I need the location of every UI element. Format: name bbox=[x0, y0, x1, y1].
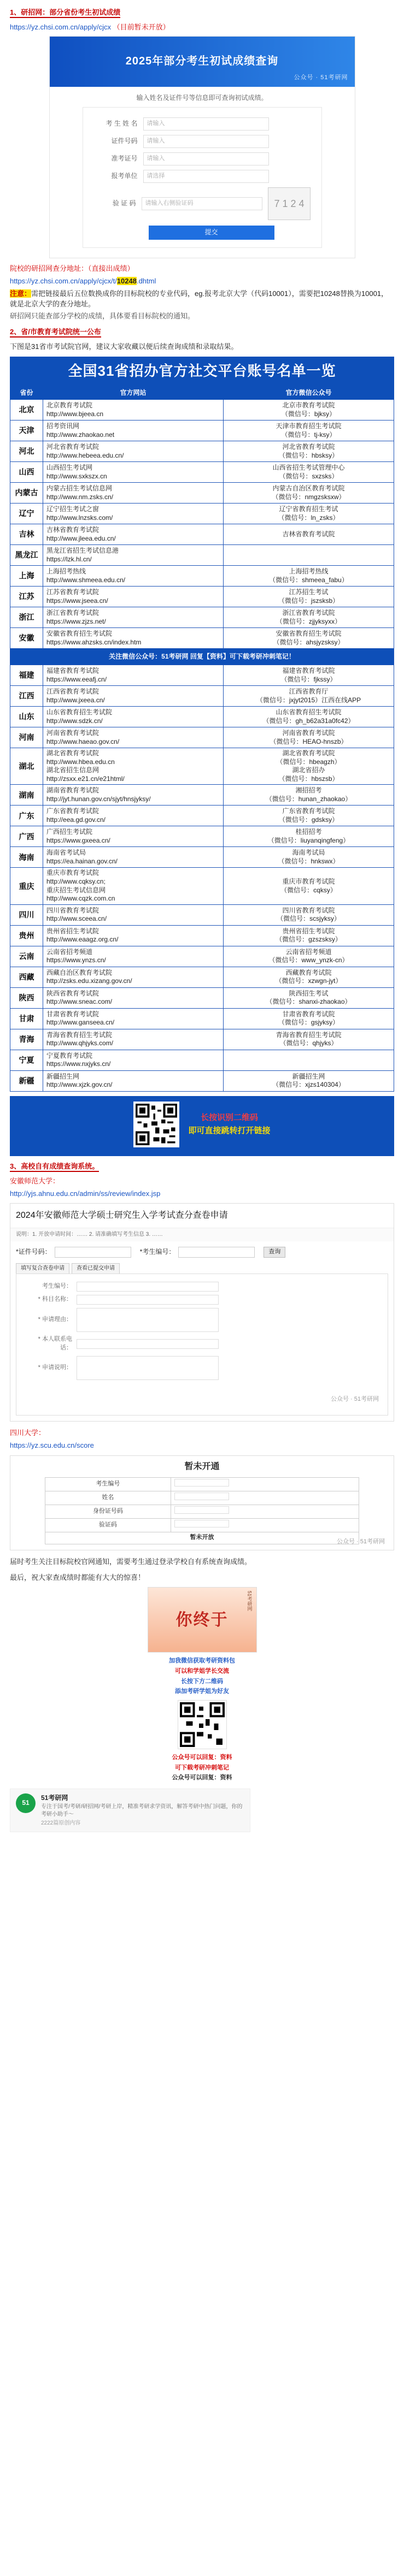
province-website[interactable]: 吉林省教育考试院 http://www.jleea.edu.cn/ bbox=[43, 524, 224, 545]
school-url-extra: 研招网只能查部分学校的成绩，具体要看目标院校的通知。 bbox=[10, 312, 195, 321]
note-tag: 注意： bbox=[10, 289, 32, 298]
province-account: 新疆招生网 （微信号：xjzs140304） bbox=[224, 1070, 394, 1091]
province-name: 安徽 bbox=[10, 628, 43, 649]
province-account: 四川省教育考试院 （微信号：scsjyksy） bbox=[224, 904, 394, 925]
scu-screenshot: 暂未开通 考生编号 姓名 身份证号码 验证码 暂未开放 公众号 · 51考研网 bbox=[10, 1455, 394, 1550]
ahnu-label: 安徽师范大学： bbox=[10, 1176, 60, 1185]
closing-line-1: 届时考生关注目标院校官网通知，需要考生通过登录学校自有系统查询成绩。 bbox=[10, 1557, 252, 1566]
province-account: 重庆市教育考试院 （微信号：cqksy） bbox=[224, 868, 394, 904]
province-account: 海南考试局 （微信号：hnkswx） bbox=[224, 847, 394, 868]
province-account: 内蒙古自治区教育考试院 （微信号：nmgzsksxw） bbox=[224, 483, 394, 504]
province-website[interactable]: 陕西省教育考试院 http://www.sneac.com/ bbox=[43, 987, 224, 1008]
submit-button[interactable]: 提交 bbox=[149, 226, 274, 240]
poster-line: 长按下方二维码 bbox=[181, 1678, 223, 1685]
name-input[interactable]: 请输入 bbox=[143, 117, 269, 131]
province-row bbox=[10, 748, 394, 785]
ahnu-exam-input[interactable] bbox=[178, 1247, 255, 1258]
province-name: 陕西 bbox=[10, 987, 43, 1008]
ahnu-query-button[interactable]: 查询 bbox=[264, 1247, 285, 1258]
province-website[interactable]: 河北省教育考试院 http://www.hebeea.edu.cn/ bbox=[43, 441, 224, 462]
school-code-highlight: 10248 bbox=[116, 276, 137, 285]
ahnu-exam-label: *考生编号： bbox=[139, 1247, 175, 1256]
qr-promo bbox=[10, 1096, 394, 1156]
province-row bbox=[10, 1050, 394, 1070]
province-account: 桂招招考 （微信号：liuyanqingfeng） bbox=[224, 826, 394, 847]
province-account: 吉林省教育考试院 bbox=[224, 524, 394, 545]
province-account: 西藏教育考试院 （微信号：xzwgn-jyt） bbox=[224, 967, 394, 987]
province-row bbox=[10, 904, 394, 925]
province-name: 河北 bbox=[10, 441, 43, 462]
closing-line-2: 最后，祝大家查成绩时都能有大大的惊喜！ bbox=[10, 1573, 145, 1582]
province-website[interactable]: 安徽省教育招生考试院 https://www.ahzsks.cn/index.htm bbox=[43, 628, 224, 649]
account-meta: 2222篇原创内容 bbox=[41, 1820, 81, 1826]
province-name: 甘肃 bbox=[10, 1008, 43, 1029]
province-account: 江苏招生考试 （微信号：jszsksb） bbox=[224, 587, 394, 607]
province-name: 上海 bbox=[10, 566, 43, 587]
province-name: 河南 bbox=[10, 727, 43, 748]
province-row bbox=[10, 826, 394, 847]
province-account: 山东省教育招生考试院 （微信号：gh_b62a31a0fc42） bbox=[224, 707, 394, 727]
province-website[interactable]: 广西招生考试院 https://www.gxeea.cn/ bbox=[43, 826, 224, 847]
province-row bbox=[10, 727, 394, 748]
province-name: 江西 bbox=[10, 686, 43, 707]
province-website[interactable]: 云南省招考频道 https://www.ynzs.cn/ bbox=[43, 946, 224, 967]
ahnu-note: 说明：1. 开放申请时间：…… 2. 请准确填写考生信息 3. …… bbox=[10, 1228, 394, 1241]
province-website[interactable]: 江西省教育考试院 http://www.jxeea.cn/ bbox=[43, 686, 224, 707]
scu-title: 暂未开通 bbox=[184, 1461, 220, 1471]
province-account: 贵州省招生考试院 （微信号：gzszsksy） bbox=[224, 925, 394, 946]
score-query-banner: 2025年部分考生初试成绩查询 公众号 · 51考研网 bbox=[50, 37, 355, 87]
province-website[interactable]: 海南省考试局 https://ea.hainan.gov.cn/ bbox=[43, 847, 224, 868]
province-account: 云南省招考频道 （微信号：www_ynzk-cn） bbox=[224, 946, 394, 967]
province-website[interactable]: 湖北省教育考试院 http://www.hbea.edu.cn 湖北省招生信息网 http://zsxx.e21.cn/e21html/ bbox=[43, 748, 224, 785]
province-row bbox=[10, 587, 394, 607]
captcha-input[interactable]: 请输入右侧验证码 bbox=[142, 197, 263, 210]
scu-submit-button[interactable]: 暂未开放 bbox=[190, 1534, 214, 1541]
province-name: 北京 bbox=[10, 400, 43, 421]
province-row bbox=[10, 806, 394, 826]
section-1-title: 1、研招网：部分省份考生初试成绩 bbox=[10, 8, 394, 18]
province-website[interactable]: 西藏自治区教育考试院 http://zsks.edu.xizang.gov.cn/ bbox=[43, 967, 224, 987]
promo-banner: 关注微信公众号：51考研网 回复【资料】可下载考研冲刺笔记！ bbox=[10, 649, 394, 665]
scu-exam-input[interactable] bbox=[174, 1479, 229, 1487]
province-website[interactable]: 山西招生考试网 http://www.sxkszx.cn bbox=[43, 462, 224, 483]
province-name: 吉林 bbox=[10, 524, 43, 545]
tab-apply[interactable]: 填写复合查卷申请 bbox=[16, 1263, 69, 1274]
province-account: 河北省教育考试院 （微信号：hbsksy） bbox=[224, 441, 394, 462]
province-account: 安徽省教育招生考试院 （微信号：ahsjyzsksy） bbox=[224, 628, 394, 649]
province-name: 宁夏 bbox=[10, 1050, 43, 1070]
province-name: 江苏 bbox=[10, 587, 43, 607]
province-website[interactable]: 四川省教育考试院 http://www.sceea.cn/ bbox=[43, 904, 224, 925]
province-name: 福建 bbox=[10, 665, 43, 686]
province-row bbox=[10, 462, 394, 483]
account-logo: 51 bbox=[16, 1793, 36, 1813]
poster-line: 加我微信获取考研资料包 bbox=[169, 1657, 235, 1665]
province-account: 陕西招生考试 （微信号：shanxi-zhaokao） bbox=[224, 987, 394, 1008]
ahnu-form-desc[interactable] bbox=[77, 1356, 219, 1380]
poster-qr-code-icon[interactable] bbox=[178, 1700, 227, 1749]
province-website[interactable]: 贵州省招生考试院 http://www.eaagz.org.cn/ bbox=[43, 925, 224, 946]
watermark: 公众号 · 51考研网 bbox=[336, 1538, 385, 1545]
province-account: 湖北省教育考试院 （微信号：hbeagzh） 湖北省招办 （微信号：hbszsb） bbox=[224, 748, 394, 785]
province-row bbox=[10, 665, 394, 686]
province-name: 湖北 bbox=[10, 748, 43, 785]
province-row bbox=[10, 686, 394, 707]
ahnu-form-subject[interactable] bbox=[77, 1295, 219, 1305]
province-account: 辽宁省教育招生考试 （微信号：ln_zsks） bbox=[224, 504, 394, 524]
school-url-note: 注意：需把链接最后五位数换成你的目标院校的专业代码，eg.报考北京大学（代码10001），需要把10248替换为10001，就是北京大学的查分地址。 bbox=[10, 289, 389, 308]
ahnu-form-phone[interactable] bbox=[77, 1339, 219, 1349]
ahnu-title: 2024年安徽师范大学硕士研究生入学考试查分查卷申请 bbox=[10, 1204, 394, 1228]
province-account: 浙江省教育考试院 （微信号：zjjyksyxx） bbox=[224, 607, 394, 628]
poster-line: 公众号可以回复：资料 bbox=[172, 1754, 232, 1761]
ahnu-id-label: *证件号码： bbox=[16, 1247, 51, 1256]
school-select[interactable]: 请选择 bbox=[143, 170, 269, 183]
province-website[interactable]: 黑龙江省招生考试信息港 https://lzk.hl.cn/ bbox=[43, 545, 224, 566]
ahnu-form-reason[interactable] bbox=[77, 1308, 219, 1332]
province-name: 浙江 bbox=[10, 607, 43, 628]
scu-label: 四川大学： bbox=[10, 1429, 46, 1437]
watermark: 公众号 · 51考研网 bbox=[330, 1396, 379, 1403]
province-website[interactable]: 福建省教育考试院 https://www.eeafj.cn/ bbox=[43, 665, 224, 686]
province-website[interactable]: 宁夏教育考试院 https://www.nxjyks.cn/ bbox=[43, 1050, 224, 1070]
province-account: 山西省招生考试管理中心 （微信号：sxzsks） bbox=[224, 462, 394, 483]
province-website[interactable]: 辽宁招生考试之窗 http://www.lnzsks.com/ bbox=[43, 504, 224, 524]
province-row bbox=[10, 1008, 394, 1029]
ahnu-id-input[interactable] bbox=[55, 1247, 131, 1258]
province-row bbox=[10, 847, 394, 868]
province-name: 青海 bbox=[10, 1029, 43, 1050]
ahnu-link[interactable]: http://yjs.ahnu.edu.cn/admin/ss/review/index.jsp bbox=[10, 1189, 161, 1198]
poster-line: 可下载考研冲刺笔记 bbox=[175, 1764, 229, 1771]
section-2-desc: 下图是31省市考试院官网，建议大家收藏以便后续查询成绩和录取结果。 bbox=[10, 342, 238, 351]
chsi-link[interactable]: https://yz.chsi.com.cn/apply/cjcx bbox=[10, 22, 111, 31]
scu-name-input[interactable] bbox=[174, 1493, 229, 1500]
province-account: 福建省教育考试院 （微信号：fjkssy） bbox=[224, 665, 394, 686]
province-website[interactable]: 北京教育考试院 http://www.bjeea.cn bbox=[43, 400, 224, 421]
province-name: 海南 bbox=[10, 847, 43, 868]
province-account: 北京市教育考试院 （微信号：bjksy） bbox=[224, 400, 394, 421]
province-website[interactable]: 招考资讯网 http://www.zhaokao.net bbox=[43, 421, 224, 441]
school-url-caption: 院校的研招网查分地址：（直接出成绩） bbox=[10, 264, 134, 273]
province-name: 黑龙江 bbox=[10, 545, 43, 566]
province-name: 重庆 bbox=[10, 868, 43, 904]
province-row bbox=[10, 1029, 394, 1050]
province-website[interactable]: 山东省教育招生考试院 http://www.sdzk.cn/ bbox=[43, 707, 224, 727]
col-province: 省份 bbox=[10, 386, 43, 399]
province-name: 辽宁 bbox=[10, 504, 43, 524]
school-url[interactable]: https://yz.chsi.com.cn/apply/cjcx/t/10248.dhtml bbox=[10, 276, 156, 285]
province-row bbox=[10, 707, 394, 727]
province-name: 天津 bbox=[10, 421, 43, 441]
account-name: 51考研网 bbox=[41, 1794, 68, 1802]
account-card[interactable] bbox=[10, 1789, 250, 1832]
province-website[interactable]: 河南省教育考试院 http://www.haeao.gov.cn/ bbox=[43, 727, 224, 748]
poster-line: 公众号可以回复：资料 bbox=[172, 1774, 232, 1781]
promo-poster bbox=[148, 1587, 257, 1783]
province-row bbox=[10, 946, 394, 967]
chsi-link-line bbox=[10, 22, 394, 33]
section-3-title: 3、高校自有成绩查询系统。 bbox=[10, 1162, 394, 1172]
province-name: 广东 bbox=[10, 806, 43, 826]
province-row bbox=[10, 868, 394, 904]
province-row bbox=[10, 925, 394, 946]
province-account: 广东省教育考试院 （微信号：gdsksy） bbox=[224, 806, 394, 826]
account-desc: 专注于国考/考研/研招网/考研上岸，精准考研求学资讯，解答考研中热门问题，你的考研小助手～ bbox=[41, 1803, 243, 1817]
scu-link[interactable]: https://yz.scu.edu.cn/score bbox=[10, 1441, 94, 1449]
province-row bbox=[10, 441, 394, 462]
col-account: 官方微信公众号 bbox=[224, 386, 394, 399]
province-name: 新疆 bbox=[10, 1070, 43, 1091]
province-account: 天津市教育招生考试院 （微信号：tj-ksy） bbox=[224, 421, 394, 441]
province-row bbox=[10, 1070, 394, 1091]
province-website[interactable]: 甘肃省教育考试院 http://www.ganseea.cn/ bbox=[43, 1008, 224, 1029]
qr-promo-text: 长按识别二维码 即可直接跳转打开链接 bbox=[188, 1111, 270, 1138]
qr-code-icon[interactable] bbox=[133, 1102, 179, 1147]
ahnu-form: 考生编号： * 科目名称： * 申请理由： * 本人联系电话： * 申请说明： 公众号 · 51考研网 bbox=[16, 1274, 388, 1416]
province-name: 内蒙古 bbox=[10, 483, 43, 504]
province-name: 贵州 bbox=[10, 925, 43, 946]
province-table-title: 全国31省招办官方社交平台账号名单一览 bbox=[10, 357, 394, 386]
province-website[interactable]: 新疆招生网 http://www.xjzk.gov.cn/ bbox=[43, 1070, 224, 1091]
watermark: 公众号 · 51考研网 bbox=[294, 74, 348, 81]
province-name: 山东 bbox=[10, 707, 43, 727]
score-query-form bbox=[83, 107, 322, 248]
poster-line: 添加考研学姐为好友 bbox=[175, 1688, 229, 1695]
province-row bbox=[10, 628, 394, 649]
exam-number-input[interactable]: 请输入 bbox=[143, 152, 269, 165]
province-name: 四川 bbox=[10, 904, 43, 925]
province-website[interactable]: 上海招考热线 http://www.shmeea.edu.cn/ bbox=[43, 566, 224, 587]
poster-image: 你终于 51考研网 bbox=[148, 1587, 257, 1653]
province-account: 甘肃省教育考试院 （微信号：gsjyksy） bbox=[224, 1008, 394, 1029]
province-name: 云南 bbox=[10, 946, 43, 967]
province-row bbox=[10, 607, 394, 628]
province-website[interactable]: 湖南省教育考试院 http://jyt.hunan.gov.cn/sjyt/hnsjyksy/ bbox=[43, 785, 224, 806]
province-account: 湘招招考 （微信号：hunan_zhaokao） bbox=[224, 785, 394, 806]
province-website[interactable]: 浙江省教育考试院 https://www.zjzs.net/ bbox=[43, 607, 224, 628]
chsi-link-note: （目前暂未开放） bbox=[113, 22, 170, 31]
province-row bbox=[10, 504, 394, 524]
ahnu-screenshot bbox=[10, 1203, 394, 1422]
province-name: 山西 bbox=[10, 462, 43, 483]
score-query-screenshot bbox=[49, 36, 355, 258]
col-website: 官方网站 bbox=[43, 386, 224, 399]
captcha-row: 验 证 码 请输入右侧验证码 7 1 2 4 bbox=[94, 187, 311, 220]
province-row bbox=[10, 545, 394, 566]
province-account: 江西省教育厅 （微信号：jxjyt2015）江西在线APP bbox=[224, 686, 394, 707]
province-row bbox=[10, 785, 394, 806]
province-website[interactable]: 广东省教育考试院 http://eea.gd.gov.cn/ bbox=[43, 806, 224, 826]
province-website[interactable]: 重庆市教育考试院 http://www.cqksy.cn; 重庆招生考试信息网 http://www.cqzk.com.cn bbox=[43, 868, 224, 904]
province-name: 湖南 bbox=[10, 785, 43, 806]
province-website[interactable]: 内蒙古招生考试信息网 http://www.nm.zsks.cn/ bbox=[43, 483, 224, 504]
captcha-image[interactable]: 7 1 2 4 bbox=[268, 187, 310, 220]
province-account: 青海省教育招生考试院 （微信号：qhjyks） bbox=[224, 1029, 394, 1050]
province-account bbox=[224, 545, 394, 566]
province-name: 广西 bbox=[10, 826, 43, 847]
province-table bbox=[10, 357, 394, 1092]
section-2-title: 2、省/市教育考试院统一公布 bbox=[10, 327, 394, 337]
province-row bbox=[10, 566, 394, 587]
score-query-tip: 输入姓名及证件号等信息即可查询初试成绩。 bbox=[136, 93, 268, 102]
poster-line: 可以和学姐学长交流 bbox=[175, 1668, 229, 1675]
province-row bbox=[10, 987, 394, 1008]
province-account: 上海招考热线 （微信号：shmeea_fabu） bbox=[224, 566, 394, 587]
province-row bbox=[10, 524, 394, 545]
province-row bbox=[10, 400, 394, 421]
id-number-input[interactable]: 请输入 bbox=[143, 135, 269, 148]
province-account: 河南省教育考试院 （微信号：HEAO-hnszb） bbox=[224, 727, 394, 748]
tab-submitted[interactable]: 查看已提交申请 bbox=[72, 1263, 120, 1274]
province-website[interactable]: 江苏省教育考试院 https://www.jseea.cn/ bbox=[43, 587, 224, 607]
id-row: 证件号码 请输入 bbox=[94, 135, 311, 148]
province-row bbox=[10, 421, 394, 441]
name-row: 考 生 姓 名 请输入 bbox=[94, 117, 311, 131]
school-row: 报考单位 请选择 bbox=[94, 170, 311, 183]
province-account bbox=[224, 1050, 394, 1070]
scu-id-input[interactable] bbox=[174, 1506, 229, 1514]
province-row bbox=[10, 967, 394, 987]
ahnu-form-exam-no[interactable] bbox=[77, 1282, 219, 1292]
province-website[interactable]: 青海省教育招生考试院 http://www.qhjyks.com/ bbox=[43, 1029, 224, 1050]
province-name: 西藏 bbox=[10, 967, 43, 987]
exam-no-row: 准考证号 请输入 bbox=[94, 152, 311, 165]
scu-captcha-input[interactable] bbox=[174, 1520, 229, 1527]
province-row bbox=[10, 483, 394, 504]
